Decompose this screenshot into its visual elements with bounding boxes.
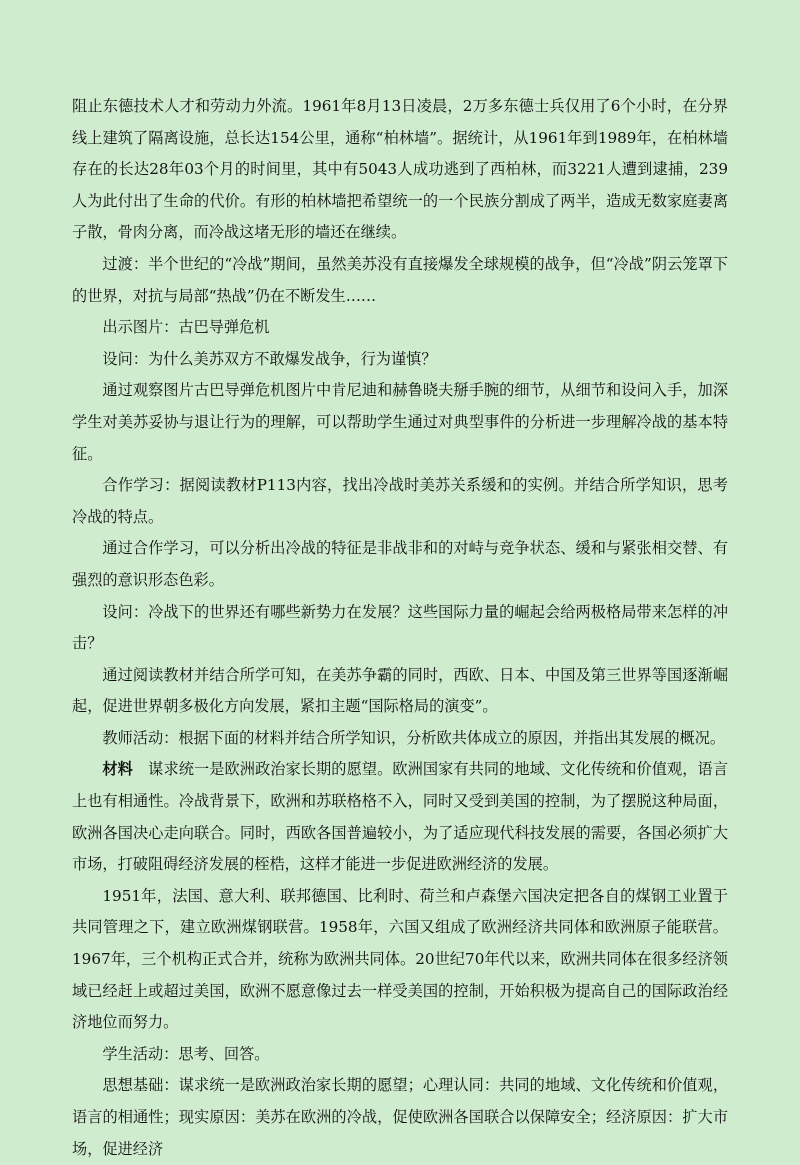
- material-text: 谋求统一是欧洲政治家长期的愿望。欧洲国家有共同的地域、文化传统和价值观，语言上也有相通性。冷战背景下，欧洲和苏联格格不入，同时又受到美国的控制，为了摆脱这种局面，欧洲各国决心走向联合。同时，西欧各国普遍较小，为了适应现代科技发展的需要，各国必须扩大市场，打破阻碍经济发展的桎梏，这样才能进一步促进欧洲经济的发展。: [72, 760, 729, 874]
- paragraph-question-2: 设问：冷战下的世界还有哪些新势力在发展？这些国际力量的崛起会给两极格局带来怎样的冲击？: [72, 602, 728, 653]
- paragraph-student-activity: 学生活动：思考、回答。: [102, 1044, 270, 1063]
- paragraph-cooperative-study: 合作学习：据阅读教材P113内容，找出冷战时美苏关系缓和的实例。并结合所学知识，思考冷战的特点。: [72, 476, 728, 526]
- paragraph-ideological-basis: 思想基础：谋求统一是欧洲政治家长期的愿望；心理认同：共同的地域、文化传统和价值观，语言的相通性；现实原因：美苏在欧洲的冷战，促使欧洲各国联合以保障安全；经济原因：扩大市场，促进经济: [72, 1076, 728, 1158]
- material-label: 材料: [102, 760, 133, 779]
- paragraph-question-1: 设问：为什么美苏双方不敢爆发战争，行为谨慎？: [102, 349, 437, 368]
- paragraph-show-picture: 出示图片：古巴导弹危机: [102, 318, 270, 337]
- paragraph-material: [72, 754, 728, 880]
- paragraph-transition: 过渡：半个世纪的“冷战”期间，虽然美苏没有直接爆发全球规模的战争，但“冷战”阴云笼罩下的世界，对抗与局部“热战”仍在不断发生……: [72, 254, 728, 305]
- paragraph-observe: 通过观察图片古巴导弹危机图片中肯尼迪和赫鲁晓夫掰手腕的细节，从细节和设问入手，加深学生对美苏妥协与退让行为的理解，可以帮助学生通过对典型事件的分析进一步理解冷战的基本特征。: [72, 381, 728, 463]
- paragraph-teacher-activity: 教师活动：根据下面的材料并结合所学知识，分析欧共体成立的原因，并指出其发展的概况。: [102, 728, 726, 747]
- paragraph-ec-history: 1951年，法国、意大利、联邦德国、比利时、荷兰和卢森堡六国决定把各自的煤钢工业置于共同管理之下，建立欧洲煤钢联营。1958年，六国又组成了欧洲经济共同体和欧洲原子能联营。1967年，三个机构正式合并，统称为欧洲共同体。20世纪70年代以来，欧洲共同体在很多经济领域已经赶上或超过美国，欧洲不愿意像过去一样受美国的控制，开始积极为提高自己的国际政治经济地位而努力。: [72, 886, 728, 1032]
- paragraph-berlin-wall: 阻止东德技术人才和劳动力外流。1961年8月13日凌晨，2万多东德士兵仅用了6个小时，在分界线上建筑了隔离设施，总长达154公里，通称“柏林墙”。据统计，从1961年到1989年，在柏林墙存在的长达28年03个月的时间里，其中有5043人成功逃到了西柏林，而3221人遭到逮捕，239人为此付出了生命的代价。有形的柏林墙把希望统一的一个民族分割成了两半，造成无数家庭妻离子散，骨肉分离，而冷战这堵无形的墙还在继续。: [72, 97, 728, 242]
- paragraph-cold-war-features: 通过合作学习，可以分析出冷战的特征是非战非和的对峙与竞争状态、缓和与紧张相交替、有强烈的意识形态色彩。: [72, 539, 728, 589]
- paragraph-multipolar: 通过阅读教材并结合所学可知，在美苏争霸的同时，西欧、日本、中国及第三世界等国逐渐崛起，促进世界朝多极化方向发展，紧扣主题“国际格局的演变”。: [72, 665, 728, 716]
